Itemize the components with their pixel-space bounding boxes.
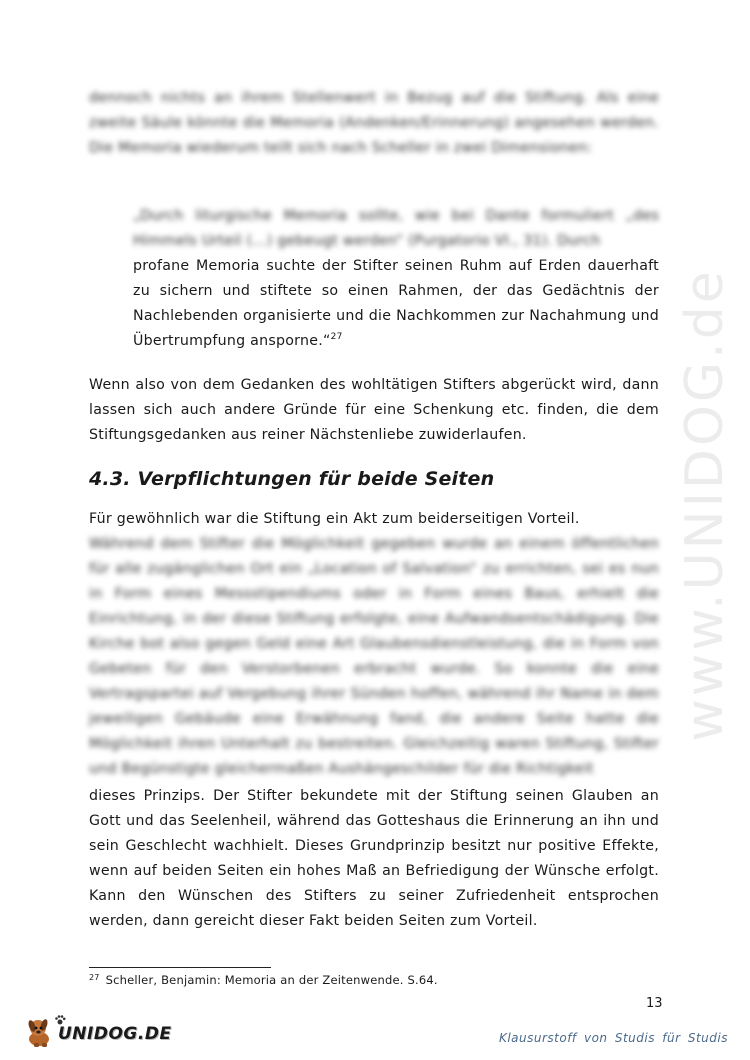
watermark: www.UNIDOG.de	[675, 268, 735, 742]
paragraph-stifter: Wenn also von dem Gedanken des wohltätigen Stifters abgerückt wird, dann lassen sich auch andere Gründe für eine Schenkung etc. finden, die dem Stiftungsgedanken aus reiner Nächstenliebe zuwiderlaufen.	[89, 377, 659, 443]
blockquote	[133, 254, 659, 354]
paragraph-first-line: Für gewöhnlich war die Stiftung ein Akt zum beiderseitigen Vorteil.	[89, 511, 580, 527]
logo-text: UNIDOG.DE	[58, 1024, 172, 1044]
paragraph-conclusion: dieses Prinzips. Der Stifter bekundete mit der Stiftung seinen Glauben an Gott und das Seelenheil, während das Gotteshaus die Erinnerung an ihn und sein Geschlecht wachhielt. Dieses Grundprinzip besitzt nur positive Effekte, wenn auf beiden Seiten ein hohes Maß an Befriedigung der Wünsche erfolgt. Kann den Wünschen des Stifters zu seiner Zufriedenheit entsprochen werden, dann gereicht dieser Fakt beiden Seiten zum Vorteil.	[89, 788, 659, 929]
page-number: 13	[646, 996, 663, 1011]
footnote	[89, 973, 438, 987]
footnote-reference[interactable]: 27	[330, 332, 343, 342]
unidog-logo[interactable]	[24, 1013, 172, 1049]
paragraph-memoria-intro: dennoch nichts an ihrem Stellenwert in Bezug auf die Stiftung. Als eine zweite Säule könnte die Memoria (Andenken/Erinnerung) angesehen werden. Die Memoria wiederum teilt sich nach Scheller in zwei Dimensionen:	[89, 90, 659, 156]
paragraph-blurred-body: Während dem Stifter die Möglichkeit gegeben wurde an einem öffentlichen für alle zugänglichen Ort ein „Location of Salvation“ zu errichten, sei es nun in Form eines Messstipendiums oder in Form eines Baus, erhielt die Einrichtung, in der diese Stiftung erfolgte, eine Aufwandsentschädigung. Die Kirche bot also gegen Geld eine Art Glaubensdienstleistung, die in Form von Gebeten für den Verstorbenen erbracht wurde. So konnte die eine Vertragspartei auf Vergebung ihrer Sünden hoffen, während ihr Name in dem jeweiligen Gebäude eine Erwähnung fand, die andere Seite hatte die Möglichkeit ihren Unterhalt zu bestreiten. Gleichzeitig waren Stiftung, Stifter und Begünstigte gleichermaßen Aushängeschilder für die Richtigkeit	[89, 536, 659, 777]
footnote-number: 27	[89, 973, 100, 982]
footer-tagline: Klausurstoff von Studis für Studis	[498, 1031, 728, 1045]
blockquote-blurred-part: „Durch liturgische Memoria sollte, wie bei Dante formuliert „des Himmels Urteil (…) gebeugt werden“ (Purgatorio VI., 31). Durch	[133, 208, 659, 249]
footnote-text: Scheller, Benjamin: Memoria an der Zeitenwende. S.64.	[105, 973, 438, 987]
blockquote-text: profane Memoria suchte der Stifter seinen Ruhm auf Erden dauerhaft zu sichern und stiftete so einen Rahmen, der das Gedächtnis der Nachlebenden organisierte und die Nachkommen zur Nachahmung und Übertrumpfung ansporne.“	[133, 258, 659, 349]
section-heading: 4.3. Verpflichtungen für beide Seiten	[89, 468, 495, 490]
footnote-divider	[89, 967, 271, 968]
